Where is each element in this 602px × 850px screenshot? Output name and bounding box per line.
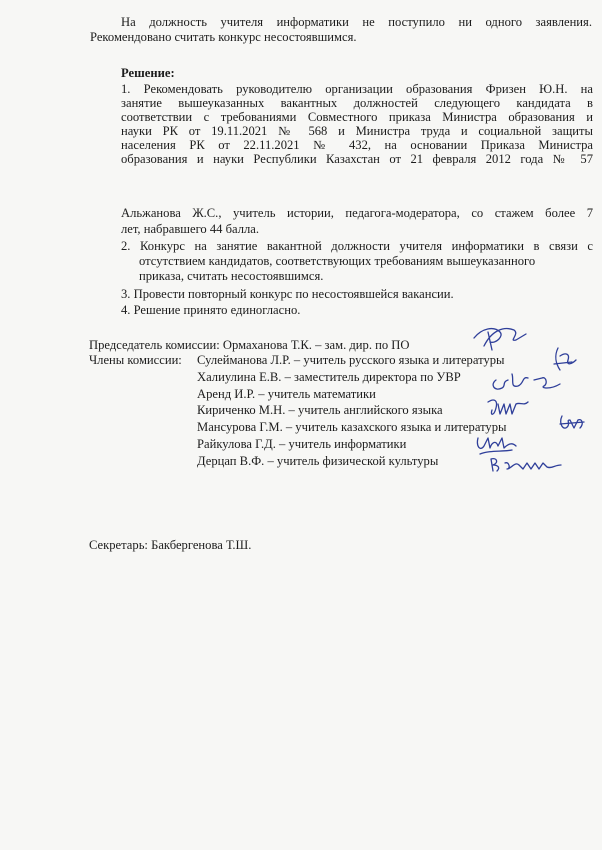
signature-member2-icon [488, 366, 568, 396]
member-line: Дерцап В.Ф. – учитель физической культуры [197, 454, 439, 468]
item2-line: приказа, считать несостоявшимся. [139, 269, 324, 283]
signature-member6-icon [485, 451, 565, 477]
signature-member3-icon [484, 394, 532, 420]
item4-line: 4. Решение принято единогласно. [121, 303, 301, 317]
item1-line: соответствии с требованиями Совместного приказа Министра образования и [121, 110, 593, 124]
member-line: Райкулова Г.Д. – учитель информатики [197, 437, 407, 451]
signature-member4-icon [556, 410, 588, 436]
item1-line: науки РК от 19.11.2021 № 568 и Министра труда и социальной защиты [121, 124, 593, 138]
member-line: Мансурова Г.М. – учитель казахского языка и литературы [197, 420, 507, 434]
member-line: Кириченко М.Н. – учитель английского языка [197, 403, 443, 417]
item3-line: 3. Провести повторный конкурс по несостоявшейся вакансии. [121, 287, 454, 301]
secretary-line: Секретарь: Бакбергенова Т.Ш. [89, 538, 252, 552]
intro-line-2: Рекомендовано считать конкурс несостоявшимся. [90, 30, 357, 44]
member-line: Аренд И.Р. – учитель математики [197, 387, 376, 401]
decision-heading: Решение: [121, 66, 175, 80]
item1-line: населения РК от 22.11.2021 № 432, на основании Приказа Министра [121, 138, 593, 152]
members-label: Члены комиссии: [89, 353, 182, 367]
signature-chair-icon [470, 320, 530, 356]
item1-line: 1. Рекомендовать руководителю организации образования Фризен Ю.Н. на [121, 82, 593, 96]
member-line: Сулейманова Л.Р. – учитель русского языка и литературы [197, 353, 505, 367]
item2-line: 2. Конкурс на занятие вакантной должности учителя информатики в связи с [121, 239, 593, 253]
item2-line: отсутствием кандидатов, соответствующих требованиям вышеуказанного [139, 254, 536, 268]
intro-line-1: На должность учителя информатики не поступило ни одного заявления. [121, 15, 592, 29]
candidate-line: Альжанова Ж.С., учитель истории, педагога-модератора, со стажем более 7 [121, 206, 593, 220]
member-line: Халиулина Е.В. – заместитель директора по УВР [197, 370, 461, 384]
commission-chair: Председатель комиссии: Ормаханова Т.К. – зам. дир. по ПО [89, 338, 410, 352]
candidate-line: лет, набравшего 44 балла. [121, 222, 260, 236]
item1-line: занятие вышеуказанных вакантных должностей следующего кандидата в [121, 96, 593, 110]
item1-line: образования и науки Республики Казахстан от 21 февраля 2012 года № 57 [121, 152, 593, 166]
